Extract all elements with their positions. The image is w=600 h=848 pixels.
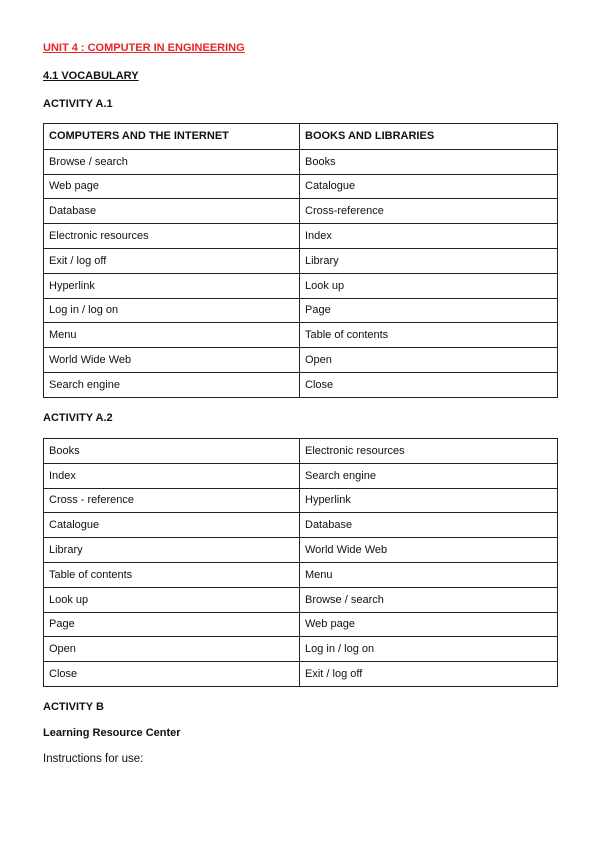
activity-b-heading: ACTIVITY B: [43, 701, 104, 713]
table-cell: Electronic resources: [44, 224, 300, 249]
table-row: [44, 513, 558, 538]
activity-a1-table: [43, 123, 558, 398]
table-row: [44, 149, 558, 174]
table-cell: Search engine: [300, 463, 558, 488]
activity-a2-table: [43, 438, 558, 687]
table-cell: Page: [44, 612, 300, 637]
table-row: [44, 273, 558, 298]
table-cell: World Wide Web: [300, 538, 558, 563]
table-cell: Hyperlink: [300, 488, 558, 513]
table-cell: Library: [300, 248, 558, 273]
table-row: [44, 174, 558, 199]
activity-a2-heading: ACTIVITY A.2: [43, 412, 113, 424]
table-cell: Books: [44, 439, 300, 464]
activity-b-instructions: Instructions for use:: [43, 753, 144, 765]
table-cell: Page: [300, 298, 558, 323]
table-cell: Menu: [300, 562, 558, 587]
table-cell: Library: [44, 538, 300, 563]
table-row: [44, 662, 558, 687]
table-cell: Exit / log off: [300, 662, 558, 687]
table-cell: Table of contents: [300, 323, 558, 348]
table-cell: Exit / log off: [44, 248, 300, 273]
table-cell: Electronic resources: [300, 439, 558, 464]
table-cell: Index: [44, 463, 300, 488]
table-cell: Books: [300, 149, 558, 174]
table-cell: Look up: [300, 273, 558, 298]
table-row: [44, 463, 558, 488]
table-row: [44, 323, 558, 348]
table-cell: Log in / log on: [44, 298, 300, 323]
table-cell: Log in / log on: [300, 637, 558, 662]
table-row: [44, 248, 558, 273]
table-row: [44, 587, 558, 612]
activity-a1-heading: ACTIVITY A.1: [43, 98, 113, 110]
table-cell: Catalogue: [300, 174, 558, 199]
table-row: [44, 372, 558, 397]
table-cell: Browse / search: [300, 587, 558, 612]
table-cell: Close: [300, 372, 558, 397]
table-cell: Close: [44, 662, 300, 687]
table-cell: Table of contents: [44, 562, 300, 587]
table-cell: Web page: [44, 174, 300, 199]
table-cell: Cross-reference: [300, 199, 558, 224]
table-cell: Hyperlink: [44, 273, 300, 298]
section-title: 4.1 VOCABULARY: [43, 70, 139, 82]
table-row: [44, 298, 558, 323]
activity-b-subheading: Learning Resource Center: [43, 727, 181, 739]
table-row: [44, 439, 558, 464]
table-cell: Cross - reference: [44, 488, 300, 513]
table-header-row: [44, 124, 558, 150]
table-cell: Database: [300, 513, 558, 538]
table-cell: Browse / search: [44, 149, 300, 174]
table-header-cell: BOOKS AND LIBRARIES: [300, 124, 558, 150]
table-cell: World Wide Web: [44, 348, 300, 373]
table-cell: Look up: [44, 587, 300, 612]
table-header-cell: COMPUTERS AND THE INTERNET: [44, 124, 300, 150]
table-row: [44, 199, 558, 224]
table-row: [44, 224, 558, 249]
table-row: [44, 612, 558, 637]
table-cell: Database: [44, 199, 300, 224]
table-row: [44, 637, 558, 662]
table-row: [44, 562, 558, 587]
table-cell: Menu: [44, 323, 300, 348]
table-row: [44, 348, 558, 373]
table-cell: Web page: [300, 612, 558, 637]
unit-title: UNIT 4 : COMPUTER IN ENGINEERING: [43, 42, 245, 54]
table-cell: Open: [300, 348, 558, 373]
table-cell: Catalogue: [44, 513, 300, 538]
table-cell: Index: [300, 224, 558, 249]
table-cell: Search engine: [44, 372, 300, 397]
table-row: [44, 538, 558, 563]
table-row: [44, 488, 558, 513]
table-cell: Open: [44, 637, 300, 662]
